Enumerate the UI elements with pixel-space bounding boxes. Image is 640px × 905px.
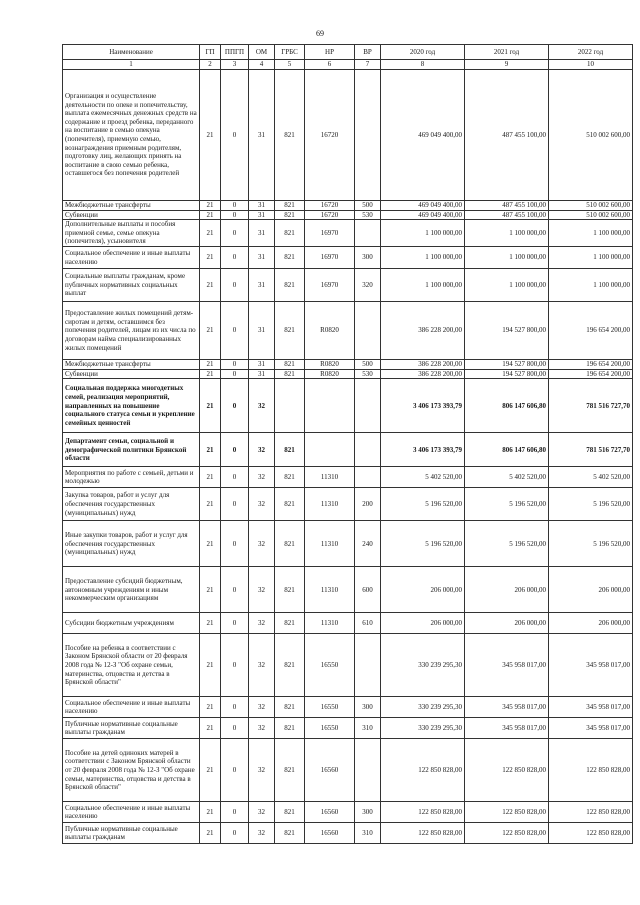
cell-om: 31	[249, 369, 275, 379]
cell-nr: 16720	[305, 201, 355, 211]
column-number: 7	[355, 60, 381, 70]
cell-2021: 122 850 828,00	[465, 739, 549, 802]
cell-2021: 206 000,00	[465, 567, 549, 613]
cell-ppgp: 0	[221, 247, 249, 269]
column-number: 8	[381, 60, 465, 70]
cell-om: 32	[249, 613, 275, 634]
cell-gp: 21	[200, 467, 221, 488]
cell-name: Социальное обеспечение и иные выплаты населению	[63, 247, 200, 269]
cell-nr: 16560	[305, 802, 355, 823]
cell-grbs: 821	[275, 802, 305, 823]
header-row	[63, 45, 633, 60]
table-row	[63, 247, 633, 269]
cell-2021: 1 100 000,00	[465, 247, 549, 269]
cell-name: Социальные выплаты гражданам, кроме публичных нормативных социальных выплат	[63, 269, 200, 302]
table-body	[63, 70, 633, 844]
cell-2020: 386 228 200,00	[381, 302, 465, 360]
cell-grbs: 821	[275, 718, 305, 739]
cell-2020: 1 100 000,00	[381, 247, 465, 269]
header-gp: ГП	[200, 45, 221, 60]
header-2020: 2020 год	[381, 45, 465, 60]
cell-name: Межбюджетные трансферты	[63, 201, 200, 211]
cell-gp: 21	[200, 802, 221, 823]
header-name: Наименование	[63, 45, 200, 60]
cell-ppgp: 0	[221, 369, 249, 379]
cell-2022: 122 850 828,00	[549, 739, 633, 802]
cell-gp: 21	[200, 201, 221, 211]
cell-om: 31	[249, 360, 275, 370]
cell-2021: 487 455 100,00	[465, 70, 549, 201]
cell-2022: 5 402 520,00	[549, 467, 633, 488]
table-row	[63, 220, 633, 247]
header-2021: 2021 год	[465, 45, 549, 60]
cell-nr	[305, 433, 355, 467]
cell-om: 32	[249, 718, 275, 739]
cell-name: Предоставление субсидий бюджетным, автономным учреждениям и иным некоммерческим организациям	[63, 567, 200, 613]
column-number: 3	[221, 60, 249, 70]
cell-2022: 206 000,00	[549, 567, 633, 613]
cell-nr: 16550	[305, 634, 355, 697]
header-ppgp: ППГП	[221, 45, 249, 60]
column-number-row	[63, 60, 633, 70]
cell-2022: 196 654 200,00	[549, 360, 633, 370]
cell-2021: 122 850 828,00	[465, 802, 549, 823]
cell-name: Межбюджетные трансферты	[63, 360, 200, 370]
table-row	[63, 379, 633, 433]
header-nr: НР	[305, 45, 355, 60]
cell-nr: 16560	[305, 739, 355, 802]
cell-name: Субвенции	[63, 369, 200, 379]
cell-om: 31	[249, 247, 275, 269]
cell-2020: 330 239 295,30	[381, 718, 465, 739]
cell-grbs: 821	[275, 521, 305, 567]
cell-name: Публичные нормативные социальные выплаты гражданам	[63, 718, 200, 739]
cell-2020: 469 049 400,00	[381, 201, 465, 211]
cell-name: Мероприятия по работе с семьей, детьми и молодежью	[63, 467, 200, 488]
cell-2021: 345 958 017,00	[465, 697, 549, 718]
cell-nr: 11310	[305, 467, 355, 488]
cell-vr	[355, 302, 381, 360]
cell-om: 32	[249, 488, 275, 521]
cell-ppgp: 0	[221, 802, 249, 823]
cell-om: 32	[249, 521, 275, 567]
cell-name: Пособие на детей одиноких матерей в соответствии с Законом Брянской области от 20 февраля 2008 года № 12-З "Об охране семьи, материнства, отцовства и детства в Брянской области"	[63, 739, 200, 802]
table-row	[63, 488, 633, 521]
cell-ppgp: 0	[221, 467, 249, 488]
cell-2021: 487 455 100,00	[465, 210, 549, 220]
cell-gp: 21	[200, 634, 221, 697]
cell-vr	[355, 220, 381, 247]
cell-ppgp: 0	[221, 697, 249, 718]
cell-2020: 206 000,00	[381, 567, 465, 613]
cell-om: 32	[249, 567, 275, 613]
cell-nr	[305, 379, 355, 433]
cell-2021: 487 455 100,00	[465, 201, 549, 211]
cell-nr: 16970	[305, 247, 355, 269]
cell-2021: 5 196 520,00	[465, 488, 549, 521]
cell-vr: 530	[355, 369, 381, 379]
cell-2020: 122 850 828,00	[381, 802, 465, 823]
column-number: 5	[275, 60, 305, 70]
cell-gp: 21	[200, 269, 221, 302]
budget-table	[62, 44, 633, 844]
cell-name: Департамент семьи, социальной и демографической политики Брянской области	[63, 433, 200, 467]
cell-name: Предоставление жилых помещений детям-сиротам и детям, оставшимся без попечения родителей, лицам из их числа по договорам найма специализированных жилых помещений	[63, 302, 200, 360]
cell-name: Закупка товаров, работ и услуг для обеспечения государственных (муниципальных) нужд	[63, 488, 200, 521]
cell-grbs	[275, 379, 305, 433]
cell-grbs: 821	[275, 369, 305, 379]
cell-2020: 330 239 295,30	[381, 634, 465, 697]
cell-2021: 5 196 520,00	[465, 521, 549, 567]
cell-grbs: 821	[275, 613, 305, 634]
cell-2021: 194 527 800,00	[465, 360, 549, 370]
cell-2020: 1 100 000,00	[381, 269, 465, 302]
cell-2020: 469 049 400,00	[381, 70, 465, 201]
cell-om: 32	[249, 379, 275, 433]
cell-2020: 386 228 200,00	[381, 360, 465, 370]
cell-vr	[355, 634, 381, 697]
cell-2021: 122 850 828,00	[465, 823, 549, 844]
cell-gp: 21	[200, 210, 221, 220]
cell-2022: 345 958 017,00	[549, 697, 633, 718]
cell-2021: 194 527 800,00	[465, 369, 549, 379]
cell-om: 31	[249, 302, 275, 360]
cell-gp: 21	[200, 567, 221, 613]
cell-2020: 206 000,00	[381, 613, 465, 634]
cell-name: Субвенции	[63, 210, 200, 220]
table-row	[63, 823, 633, 844]
cell-vr: 320	[355, 269, 381, 302]
cell-ppgp: 0	[221, 302, 249, 360]
column-number: 4	[249, 60, 275, 70]
cell-om: 31	[249, 220, 275, 247]
table-row	[63, 302, 633, 360]
cell-gp: 21	[200, 302, 221, 360]
cell-om: 32	[249, 823, 275, 844]
cell-vr: 500	[355, 201, 381, 211]
cell-grbs: 821	[275, 247, 305, 269]
cell-gp: 21	[200, 488, 221, 521]
cell-nr: 11310	[305, 488, 355, 521]
table-row	[63, 467, 633, 488]
cell-gp: 21	[200, 247, 221, 269]
cell-nr: 11310	[305, 613, 355, 634]
cell-ppgp: 0	[221, 360, 249, 370]
cell-ppgp: 0	[221, 488, 249, 521]
cell-grbs: 821	[275, 823, 305, 844]
cell-2020: 5 196 520,00	[381, 488, 465, 521]
cell-gp: 21	[200, 718, 221, 739]
cell-2020: 122 850 828,00	[381, 739, 465, 802]
cell-ppgp: 0	[221, 567, 249, 613]
cell-om: 32	[249, 467, 275, 488]
table-row	[63, 634, 633, 697]
cell-name: Дополнительные выплаты и пособия приемной семье, семье опекуна (попечителя), усыновителя	[63, 220, 200, 247]
cell-ppgp: 0	[221, 739, 249, 802]
cell-vr	[355, 467, 381, 488]
cell-ppgp: 0	[221, 521, 249, 567]
cell-2020: 122 850 828,00	[381, 823, 465, 844]
cell-gp: 21	[200, 379, 221, 433]
column-number: 2	[200, 60, 221, 70]
table-row	[63, 802, 633, 823]
cell-2021: 1 100 000,00	[465, 220, 549, 247]
cell-grbs: 821	[275, 697, 305, 718]
column-number: 6	[305, 60, 355, 70]
cell-2021: 5 402 520,00	[465, 467, 549, 488]
header-om: ОМ	[249, 45, 275, 60]
cell-2022: 122 850 828,00	[549, 823, 633, 844]
table-row	[63, 739, 633, 802]
cell-vr	[355, 739, 381, 802]
cell-ppgp: 0	[221, 718, 249, 739]
cell-gp: 21	[200, 360, 221, 370]
cell-name: Социальное обеспечение и иные выплаты населению	[63, 802, 200, 823]
cell-ppgp: 0	[221, 823, 249, 844]
cell-gp: 21	[200, 697, 221, 718]
cell-2022: 5 196 520,00	[549, 521, 633, 567]
cell-2022: 196 654 200,00	[549, 369, 633, 379]
table-row	[63, 369, 633, 379]
cell-2022: 510 002 600,00	[549, 201, 633, 211]
cell-vr: 300	[355, 802, 381, 823]
cell-2021: 806 147 606,80	[465, 433, 549, 467]
cell-gp: 21	[200, 613, 221, 634]
table-row	[63, 521, 633, 567]
cell-2022: 5 196 520,00	[549, 488, 633, 521]
cell-vr: 530	[355, 210, 381, 220]
table-row	[63, 70, 633, 201]
cell-om: 31	[249, 70, 275, 201]
cell-2022: 781 516 727,70	[549, 379, 633, 433]
cell-name: Публичные нормативные социальные выплаты гражданам	[63, 823, 200, 844]
cell-2021: 806 147 606,80	[465, 379, 549, 433]
cell-om: 31	[249, 210, 275, 220]
header-2022: 2022 год	[549, 45, 633, 60]
page-number: 69	[316, 29, 324, 38]
cell-vr: 610	[355, 613, 381, 634]
cell-2021: 194 527 800,00	[465, 302, 549, 360]
cell-2020: 469 049 400,00	[381, 210, 465, 220]
cell-2022: 206 000,00	[549, 613, 633, 634]
cell-nr: 16720	[305, 210, 355, 220]
cell-grbs: 821	[275, 70, 305, 201]
table-row	[63, 201, 633, 211]
column-number: 9	[465, 60, 549, 70]
cell-nr: 11310	[305, 567, 355, 613]
cell-gp: 21	[200, 220, 221, 247]
cell-vr: 200	[355, 488, 381, 521]
cell-vr: 300	[355, 247, 381, 269]
cell-2022: 781 516 727,70	[549, 433, 633, 467]
table-row	[63, 567, 633, 613]
header-vr: ВР	[355, 45, 381, 60]
cell-grbs: 821	[275, 220, 305, 247]
table-row	[63, 697, 633, 718]
cell-2020: 5 402 520,00	[381, 467, 465, 488]
cell-vr: 310	[355, 718, 381, 739]
cell-2022: 1 100 000,00	[549, 269, 633, 302]
cell-om: 32	[249, 634, 275, 697]
cell-om: 31	[249, 201, 275, 211]
cell-gp: 21	[200, 739, 221, 802]
table-row	[63, 613, 633, 634]
cell-om: 32	[249, 739, 275, 802]
cell-nr: 16550	[305, 697, 355, 718]
cell-2020: 386 228 200,00	[381, 369, 465, 379]
cell-2020: 1 100 000,00	[381, 220, 465, 247]
cell-vr	[355, 379, 381, 433]
cell-name: Субсидии бюджетным учреждениям	[63, 613, 200, 634]
cell-om: 32	[249, 697, 275, 718]
cell-ppgp: 0	[221, 379, 249, 433]
cell-2022: 1 100 000,00	[549, 220, 633, 247]
cell-2022: 510 002 600,00	[549, 70, 633, 201]
cell-grbs: 821	[275, 488, 305, 521]
cell-grbs: 821	[275, 634, 305, 697]
cell-om: 32	[249, 433, 275, 467]
cell-nr: R0820	[305, 369, 355, 379]
cell-grbs: 821	[275, 567, 305, 613]
column-number: 1	[63, 60, 200, 70]
column-number: 10	[549, 60, 633, 70]
cell-om: 31	[249, 269, 275, 302]
cell-ppgp: 0	[221, 210, 249, 220]
cell-gp: 21	[200, 521, 221, 567]
cell-ppgp: 0	[221, 433, 249, 467]
cell-grbs: 821	[275, 269, 305, 302]
cell-gp: 21	[200, 433, 221, 467]
cell-nr: 16970	[305, 220, 355, 247]
cell-2021: 345 958 017,00	[465, 634, 549, 697]
cell-2020: 3 406 173 393,79	[381, 379, 465, 433]
cell-ppgp: 0	[221, 269, 249, 302]
cell-2022: 122 850 828,00	[549, 802, 633, 823]
cell-vr: 600	[355, 567, 381, 613]
cell-grbs: 821	[275, 201, 305, 211]
cell-2022: 196 654 200,00	[549, 302, 633, 360]
cell-2022: 345 958 017,00	[549, 718, 633, 739]
cell-2021: 345 958 017,00	[465, 718, 549, 739]
cell-ppgp: 0	[221, 70, 249, 201]
table-row	[63, 210, 633, 220]
cell-gp: 21	[200, 369, 221, 379]
cell-2021: 1 100 000,00	[465, 269, 549, 302]
cell-name: Организация и осуществление деятельности по опеке и попечительству, выплата ежемесячных денежных средств на содержание и проезд ребенка, переданного на воспитание в семью опекуна (попечителя), приемную семью, вознаграждения приемным родителям, подготовку лиц, желающих принять на воспитание в свою семью ребенка, оставшегося без попечения родителей	[63, 70, 200, 201]
cell-vr: 240	[355, 521, 381, 567]
cell-2022: 345 958 017,00	[549, 634, 633, 697]
cell-name: Социальная поддержка многодетных семей, реализация мероприятий, направленных на повышение социального статуса семьи и укрепление семейных ценностей	[63, 379, 200, 433]
cell-vr: 500	[355, 360, 381, 370]
table-row	[63, 269, 633, 302]
cell-grbs: 821	[275, 210, 305, 220]
cell-vr	[355, 433, 381, 467]
header-grbs: ГРБС	[275, 45, 305, 60]
table-row	[63, 360, 633, 370]
cell-gp: 21	[200, 70, 221, 201]
cell-nr: 16550	[305, 718, 355, 739]
cell-name: Иные закупки товаров, работ и услуг для обеспечения государственных (муниципальных) нужд	[63, 521, 200, 567]
cell-ppgp: 0	[221, 220, 249, 247]
cell-vr: 300	[355, 697, 381, 718]
cell-vr: 310	[355, 823, 381, 844]
cell-nr: 16970	[305, 269, 355, 302]
cell-grbs: 821	[275, 739, 305, 802]
cell-nr: R0820	[305, 302, 355, 360]
cell-grbs: 821	[275, 302, 305, 360]
cell-name: Социальное обеспечение и иные выплаты населению	[63, 697, 200, 718]
cell-name: Пособие на ребенка в соответствии с Законом Брянской области от 20 февраля 2008 года № 12-З "Об охране семьи, материнства, отцовства и детства в Брянской области"	[63, 634, 200, 697]
cell-nr: 11310	[305, 521, 355, 567]
cell-nr: 16720	[305, 70, 355, 201]
cell-2020: 5 196 520,00	[381, 521, 465, 567]
table-row	[63, 433, 633, 467]
cell-om: 32	[249, 802, 275, 823]
cell-2020: 330 239 295,30	[381, 697, 465, 718]
cell-vr	[355, 70, 381, 201]
cell-2022: 510 002 600,00	[549, 210, 633, 220]
cell-grbs: 821	[275, 433, 305, 467]
cell-2021: 206 000,00	[465, 613, 549, 634]
table-row	[63, 718, 633, 739]
cell-ppgp: 0	[221, 201, 249, 211]
cell-nr: 16560	[305, 823, 355, 844]
cell-nr: R0820	[305, 360, 355, 370]
cell-2020: 3 406 173 393,79	[381, 433, 465, 467]
cell-gp: 21	[200, 823, 221, 844]
cell-ppgp: 0	[221, 634, 249, 697]
cell-grbs: 821	[275, 467, 305, 488]
cell-ppgp: 0	[221, 613, 249, 634]
cell-grbs: 821	[275, 360, 305, 370]
cell-2022: 1 100 000,00	[549, 247, 633, 269]
